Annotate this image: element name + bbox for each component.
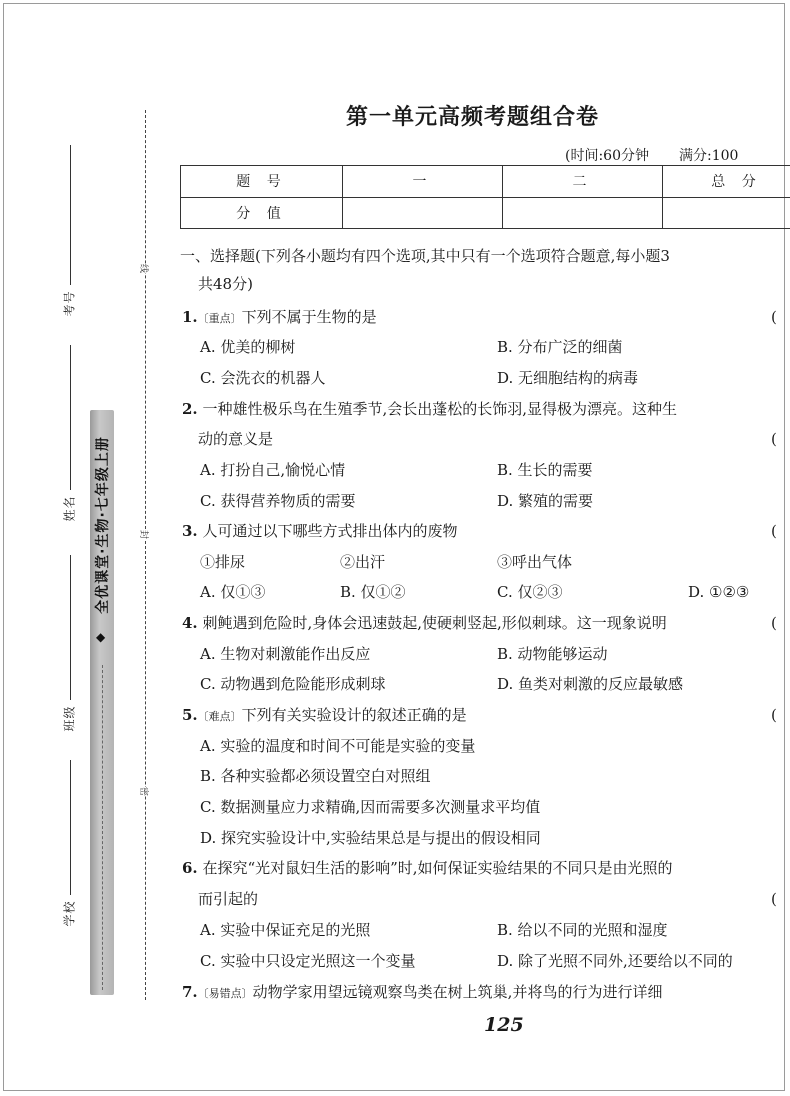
- question-number: 5.: [182, 706, 198, 724]
- section-heading: 一、选择题(下列各小题均有四个选项,其中只有一个选项符合题意,每小题3: [180, 247, 670, 265]
- option-d[interactable]: D. 无细胞结构的病毒: [497, 369, 639, 387]
- question-number: 2.: [182, 400, 198, 418]
- statement-1: ①排尿: [200, 553, 246, 571]
- score-table-header-row: [181, 166, 790, 198]
- option-b[interactable]: B. 生长的需要: [497, 461, 593, 479]
- answer-blank[interactable]: (: [771, 522, 777, 540]
- diamond-icon: ◆: [96, 630, 106, 644]
- question-text: 一种雄性极乐鸟在生殖季节,会长出蓬松的长饰羽,显得极为漂亮。这种生: [202, 400, 677, 418]
- question-text: 在探究“光对鼠妇生活的影响”时,如何保证实验结果的不同只是由光照的: [202, 859, 673, 877]
- answer-blank[interactable]: (: [771, 430, 777, 448]
- question-tag: 〔难点〕: [197, 710, 242, 723]
- field-label-class: 班级: [62, 705, 77, 732]
- question-7: [182, 982, 662, 1004]
- question-text: 动物学家用望远镜观察鸟类在树上筑巢,并将鸟的行为进行详细: [252, 983, 663, 1001]
- question-number: 1.: [182, 308, 198, 326]
- option-b[interactable]: B. 仅①②: [340, 583, 406, 601]
- cut-mark-line: 线: [138, 264, 151, 273]
- option-d[interactable]: D. 繁殖的需要: [497, 492, 594, 510]
- question-text: 下列有关实验设计的叙述正确的是: [241, 706, 467, 724]
- statement-2: ②出汗: [340, 553, 386, 571]
- option-d[interactable]: D. ①②③: [688, 583, 750, 601]
- answer-blank[interactable]: (: [771, 706, 777, 724]
- question-tag: 〔重点〕: [197, 312, 242, 325]
- option-a[interactable]: A. 仅①③: [200, 583, 266, 601]
- score-table-cell: 二: [503, 166, 663, 198]
- brand-bar-dash: [102, 665, 103, 990]
- field-line-name[interactable]: [70, 345, 71, 490]
- question-5: [182, 705, 467, 727]
- question-2: [182, 399, 677, 419]
- option-c[interactable]: C. 数据测量应力求精确,因而需要多次测量求平均值: [200, 798, 541, 816]
- cut-line: [145, 110, 146, 1000]
- option-a[interactable]: A. 优美的柳树: [200, 338, 296, 356]
- score-table-cell: 总 分: [663, 166, 790, 198]
- field-line-school[interactable]: [70, 760, 71, 895]
- score-input-section-1[interactable]: [343, 197, 503, 229]
- option-a[interactable]: A. 生物对刺激能作出反应: [200, 645, 371, 663]
- option-b[interactable]: B. 给以不同的光照和湿度: [497, 921, 668, 939]
- exam-time: (时间:60分钟: [565, 148, 649, 164]
- score-input-total[interactable]: [663, 197, 790, 229]
- page-number: 125: [484, 1014, 524, 1036]
- option-c[interactable]: C. 实验中只设定光照这一个变量: [200, 952, 416, 970]
- cut-mark-seal: 封: [138, 530, 151, 539]
- score-table-cell: 题 号: [181, 166, 343, 198]
- option-c[interactable]: C. 获得营养物质的需要: [200, 492, 356, 510]
- exam-meta: [565, 145, 768, 165]
- brand-text-box: [90, 400, 114, 650]
- brand-text: 全优课堂·生物·七年级上册: [95, 436, 112, 614]
- option-d[interactable]: D. 探究实验设计中,实验结果总是与提出的假设相同: [200, 829, 541, 847]
- score-table-value-row: [181, 197, 790, 229]
- option-b[interactable]: B. 分布广泛的细菌: [497, 338, 623, 356]
- answer-blank[interactable]: (: [771, 308, 777, 326]
- question-number: 7.: [182, 983, 198, 1001]
- question-text-cont: 动的意义是: [198, 430, 274, 448]
- section-heading-cont: 共48分): [198, 275, 253, 293]
- question-tag: 〔易错点〕: [197, 987, 253, 1000]
- option-d[interactable]: D. 鱼类对刺激的反应最敏感: [497, 675, 684, 693]
- field-label-name: 姓名: [62, 495, 77, 522]
- question-text: 刺鲀遇到危险时,身体会迅速鼓起,使硬刺竖起,形似刺球。这一现象说明: [202, 614, 667, 632]
- field-line-exam-number[interactable]: [70, 145, 71, 285]
- score-table-cell: 分 值: [181, 197, 343, 229]
- option-d[interactable]: D. 除了光照不同外,还要给以不同的: [497, 952, 733, 970]
- question-3: [182, 521, 457, 541]
- question-4: [182, 613, 667, 633]
- question-text: 人可通过以下哪些方式排出体内的废物: [202, 522, 458, 540]
- score-table-cell: 一: [343, 166, 503, 198]
- question-number: 4.: [182, 614, 198, 632]
- option-c[interactable]: C. 动物遇到危险能形成刺球: [200, 675, 386, 693]
- option-a[interactable]: A. 实验的温度和时间不可能是实验的变量: [200, 737, 476, 755]
- answer-blank[interactable]: (: [771, 890, 777, 908]
- question-number: 6.: [182, 859, 198, 877]
- question-number: 3.: [182, 522, 198, 540]
- option-c[interactable]: C. 仅②③: [497, 583, 563, 601]
- option-a[interactable]: A. 实验中保证充足的光照: [200, 921, 371, 939]
- question-6: [182, 858, 673, 878]
- field-label-school: 学校: [62, 900, 77, 927]
- page-title: 第一单元高频考题组合卷: [346, 105, 600, 130]
- answer-blank[interactable]: (: [771, 614, 777, 632]
- question-text: 下列不属于生物的是: [241, 308, 377, 326]
- question-1: [182, 307, 377, 329]
- exam-full-score: 满分:100: [679, 148, 739, 164]
- score-input-section-2[interactable]: [503, 197, 663, 229]
- option-a[interactable]: A. 打扮自己,愉悦心情: [200, 461, 346, 479]
- field-line-class[interactable]: [70, 555, 71, 700]
- question-text-cont: 而引起的: [198, 890, 259, 908]
- field-label-exam-number: 考号: [62, 290, 77, 317]
- cut-mark-secret: 密: [138, 787, 151, 796]
- statement-3: ③呼出气体: [497, 553, 573, 571]
- option-b[interactable]: B. 动物能够运动: [497, 645, 608, 663]
- option-c[interactable]: C. 会洗衣的机器人: [200, 369, 326, 387]
- score-table: [180, 165, 790, 229]
- option-b[interactable]: B. 各种实验都必须设置空白对照组: [200, 767, 431, 785]
